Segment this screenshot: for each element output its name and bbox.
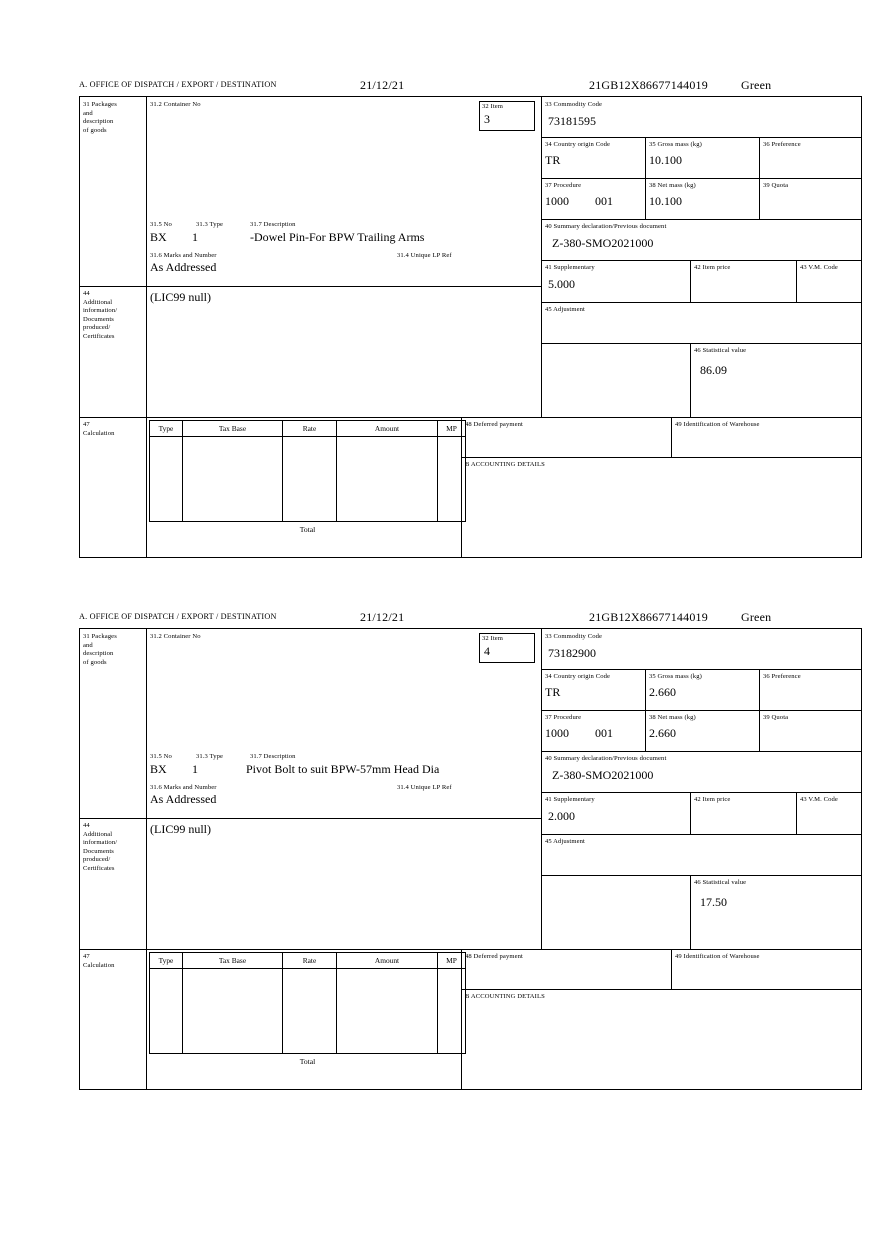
col-rate: Rate — [283, 953, 337, 969]
box44-label: 44 Additional information/ Documents produced/ Certificates — [83, 290, 118, 340]
cell-type — [150, 969, 183, 1054]
box31-label: 31 Packages and description of goods — [83, 101, 117, 134]
box37-label: 37 Procedure — [545, 182, 582, 189]
routing-lane: Green — [741, 78, 772, 92]
box46-value: 17.50 — [700, 895, 727, 909]
box37-value-2: 001 — [595, 194, 613, 208]
cell-amount — [337, 969, 438, 1054]
box41-label: 41 Supplementary — [545, 264, 595, 271]
box32-item — [479, 633, 535, 663]
box31-label: 31 Packages and description of goods — [83, 633, 117, 666]
box37-value-1: 1000 — [545, 726, 569, 740]
boxB-label: B ACCOUNTING DETAILS — [465, 993, 545, 1000]
declaration-box — [79, 96, 862, 558]
col-type: Type — [150, 953, 183, 969]
box31-container-label: 31.2 Container No — [150, 633, 201, 640]
customs-declaration-form-2 — [79, 610, 862, 1090]
box47-calculation-table — [149, 952, 466, 1068]
routing-lane: Green — [741, 610, 772, 624]
divider-box42-box43 — [796, 792, 797, 834]
box41-value: 5.000 — [548, 277, 575, 291]
box31-type-value: 1 — [192, 762, 198, 776]
col-mp: MP — [438, 421, 466, 437]
divider-box46-left — [690, 343, 691, 417]
divider-under-box31 — [80, 818, 541, 819]
divider-above-accounting — [461, 989, 861, 990]
box31-type-value: 1 — [192, 230, 198, 244]
box39-label: 39 Quota — [763, 714, 789, 721]
box47-calculation-table — [149, 420, 466, 536]
divider-box49-left — [671, 949, 672, 989]
box35-label: 35 Gross mass (kg) — [649, 141, 702, 148]
box32-value: 4 — [484, 643, 490, 658]
box32-label: 32 Item — [482, 635, 504, 642]
box40-value: Z-380-SMO2021000 — [552, 236, 654, 250]
box31-unique-label: 31.4 Unique LP Ref — [397, 784, 452, 791]
divider-under-box41 — [541, 302, 861, 303]
dotted-divider-box46 — [541, 875, 542, 949]
col-rate: Rate — [283, 421, 337, 437]
box32-value: 3 — [484, 111, 490, 126]
box35-value: 2.660 — [649, 685, 676, 699]
divider-box49-left — [671, 417, 672, 457]
box46-label: 46 Statistical value — [694, 347, 747, 354]
box33-value: 73181595 — [548, 114, 596, 128]
divider-under-box45 — [541, 343, 861, 344]
box31-marks-label: 31.6 Marks and Number — [150, 784, 217, 791]
box43-label: 43 V.M. Code — [800, 796, 838, 803]
divider-box42-box43 — [796, 260, 797, 302]
box31-desc-value: -Dowel Pin-For BPW Trailing Arms — [250, 230, 425, 244]
total-label: Total — [150, 522, 466, 537]
customs-declaration-form-1 — [79, 78, 862, 558]
divider-box47-left — [146, 949, 147, 1089]
table-row — [150, 969, 466, 1054]
col-tax-base: Tax Base — [183, 421, 283, 437]
box34-label: 34 Country origin Code — [545, 141, 611, 148]
cell-tax-base — [183, 437, 283, 522]
box31-container-label: 31.2 Container No — [150, 101, 201, 108]
divider-box31-left — [146, 97, 147, 286]
box46-label: 46 Statistical value — [694, 879, 747, 886]
divider-box44-left — [146, 286, 147, 417]
divider-box48-left — [461, 417, 462, 557]
table-header-row — [150, 953, 466, 969]
col-type: Type — [150, 421, 183, 437]
box47-label: 47 Calculation — [83, 421, 115, 437]
box33-label: 33 Commodity Code — [545, 101, 603, 108]
box40-label: 40 Summary declaration/Previous document — [545, 755, 667, 762]
col-mp: MP — [438, 953, 466, 969]
divider-box41-box42 — [690, 792, 691, 834]
divider-above-accounting — [461, 457, 861, 458]
cell-rate — [283, 437, 337, 522]
divider-under-box41 — [541, 834, 861, 835]
divider-under-box37 — [541, 219, 861, 220]
box31-type-label: 31.3 Type — [196, 221, 224, 228]
box40-label: 40 Summary declaration/Previous document — [545, 223, 667, 230]
box33-label: 33 Commodity Code — [545, 633, 603, 640]
box38-label: 38 Net mass (kg) — [649, 714, 696, 721]
cell-amount — [337, 437, 438, 522]
divider-under-box31 — [80, 286, 541, 287]
divider-under-box34 — [541, 178, 861, 179]
dotted-divider-box46 — [541, 343, 542, 417]
box31-marks-value: As Addressed — [150, 260, 217, 274]
divider-above-box47 — [80, 417, 861, 418]
box49-label: 49 Identification of Warehouse — [675, 953, 760, 960]
box40-value: Z-380-SMO2021000 — [552, 768, 654, 782]
table-header-row — [150, 421, 466, 437]
col-amount: Amount — [337, 421, 438, 437]
box42-label: 42 Item price — [694, 264, 731, 271]
box43-label: 43 V.M. Code — [800, 264, 838, 271]
box31-marks-label: 31.6 Marks and Number — [150, 252, 217, 259]
box37-value-1: 1000 — [545, 194, 569, 208]
box34-value: TR — [545, 153, 561, 167]
box35-value: 10.100 — [649, 153, 682, 167]
divider-under-box45 — [541, 875, 861, 876]
box36-label: 36 Preference — [763, 141, 801, 148]
divider-under-box34 — [541, 710, 861, 711]
box31-desc-label: 31.7 Description — [250, 221, 296, 228]
box31-no-value: BX — [150, 230, 167, 244]
box31-type-label: 31.3 Type — [196, 753, 224, 760]
box44-label: 44 Additional information/ Documents produced/ Certificates — [83, 822, 118, 872]
box33-value: 73182900 — [548, 646, 596, 660]
box31-desc-value: Pivot Bolt to suit BPW-57mm Head Dia — [246, 762, 440, 776]
divider-under-box40 — [541, 260, 861, 261]
divider-box48-left — [461, 949, 462, 1089]
box45-label: 45 Adjustment — [545, 838, 585, 845]
box36-label: 36 Preference — [763, 673, 801, 680]
box44-value: (LIC99 null) — [150, 822, 211, 836]
col-tax-base: Tax Base — [183, 953, 283, 969]
office-of-dispatch-label: A. OFFICE OF DISPATCH / EXPORT / DESTINATION — [79, 80, 277, 89]
table-total-row — [150, 1054, 466, 1069]
box34-value: TR — [545, 685, 561, 699]
box44-value: (LIC99 null) — [150, 290, 211, 304]
box38-value: 2.660 — [649, 726, 676, 740]
divider-under-box33 — [541, 137, 861, 138]
movement-reference-number: 21GB12X86677144019 — [589, 610, 708, 624]
box32-label: 32 Item — [482, 103, 504, 110]
form-header — [79, 78, 862, 96]
divider-under-box37 — [541, 751, 861, 752]
divider-above-box47 — [80, 949, 861, 950]
box31-desc-label: 31.7 Description — [250, 753, 296, 760]
divider-under-box40 — [541, 792, 861, 793]
box41-value: 2.000 — [548, 809, 575, 823]
total-label: Total — [150, 1054, 466, 1069]
box46-value: 86.09 — [700, 363, 727, 377]
divider-box31-left — [146, 629, 147, 818]
divider-box41-box42 — [690, 260, 691, 302]
box31-marks-value: As Addressed — [150, 792, 217, 806]
divider-box47-left — [146, 417, 147, 557]
table-row — [150, 437, 466, 522]
box37-value-2: 001 — [595, 726, 613, 740]
office-of-dispatch-label: A. OFFICE OF DISPATCH / EXPORT / DESTINATION — [79, 612, 277, 621]
box47-label: 47 Calculation — [83, 953, 115, 969]
cell-type — [150, 437, 183, 522]
declaration-date: 21/12/21 — [360, 610, 405, 624]
box34-label: 34 Country origin Code — [545, 673, 611, 680]
box31-no-label: 31.5 No — [150, 221, 172, 228]
box31-unique-label: 31.4 Unique LP Ref — [397, 252, 452, 259]
col-amount: Amount — [337, 953, 438, 969]
cell-rate — [283, 969, 337, 1054]
box42-label: 42 Item price — [694, 796, 731, 803]
divider-box46-left — [690, 875, 691, 949]
boxB-label: B ACCOUNTING DETAILS — [465, 461, 545, 468]
table-total-row — [150, 522, 466, 537]
movement-reference-number: 21GB12X86677144019 — [589, 78, 708, 92]
box48-label: 48 Deferred payment — [465, 953, 523, 960]
box38-label: 38 Net mass (kg) — [649, 182, 696, 189]
box39-label: 39 Quota — [763, 182, 789, 189]
box45-label: 45 Adjustment — [545, 306, 585, 313]
divider-under-box33 — [541, 669, 861, 670]
declaration-date: 21/12/21 — [360, 78, 405, 92]
divider-box44-left — [146, 818, 147, 949]
box35-label: 35 Gross mass (kg) — [649, 673, 702, 680]
box48-label: 48 Deferred payment — [465, 421, 523, 428]
box31-no-label: 31.5 No — [150, 753, 172, 760]
cell-tax-base — [183, 969, 283, 1054]
box31-no-value: BX — [150, 762, 167, 776]
box41-label: 41 Supplementary — [545, 796, 595, 803]
form-header — [79, 610, 862, 628]
declaration-box — [79, 628, 862, 1090]
box38-value: 10.100 — [649, 194, 682, 208]
box37-label: 37 Procedure — [545, 714, 582, 721]
box49-label: 49 Identification of Warehouse — [675, 421, 760, 428]
box32-item — [479, 101, 535, 131]
